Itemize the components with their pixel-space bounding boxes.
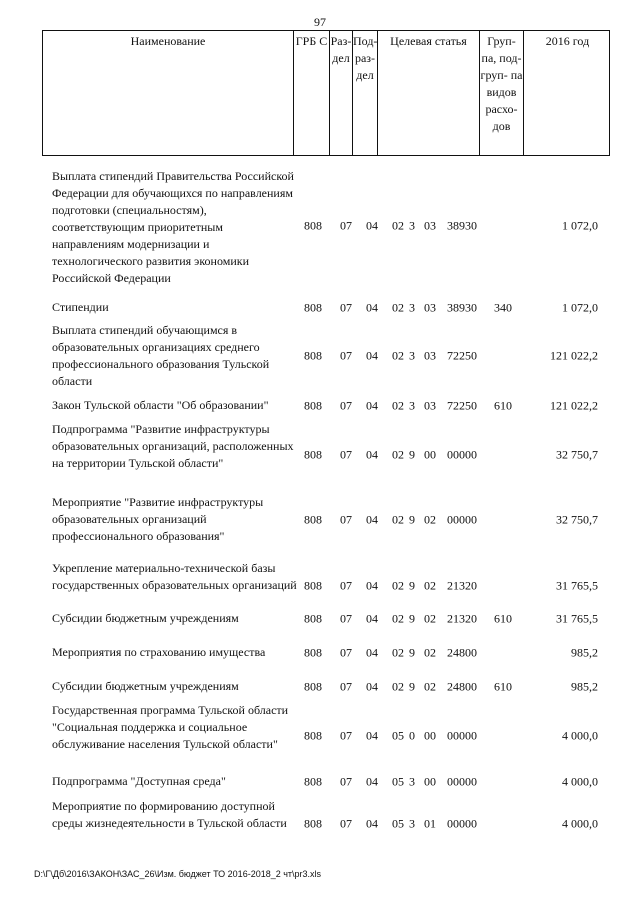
row-razdel: 07 — [340, 218, 352, 233]
row-podrazdel: 04 — [366, 728, 378, 743]
row-target-subprogram: 3 — [409, 398, 415, 413]
row-name: Выплата стипендий Правительства Российской Федерации для обучающихся по направлениям подготовки (специальностям), соответствующим приоритетным направлениям модернизации и технологического развития экономики Российской Федерации — [52, 169, 294, 285]
row-razdel: 07 — [340, 578, 352, 592]
row-sum: 31 765,5 — [556, 578, 598, 592]
row-grbs: 808 — [304, 728, 322, 743]
row-name: Мероприятия по страхованию имущества — [52, 645, 266, 659]
row-podrazdel: 04 — [366, 398, 378, 413]
row-razdel: 07 — [340, 447, 352, 462]
row-grbs: 808 — [304, 398, 322, 413]
table-row — [0, 494, 640, 545]
row-target-program: 05 — [392, 728, 404, 743]
row-target-program: 02 — [392, 447, 404, 462]
row-target-subprogram: 0 — [409, 728, 415, 743]
row-name: Закон Тульской области "Об образовании" — [52, 398, 269, 412]
row-target-subprogram: 3 — [409, 300, 415, 315]
row-sum: 4 000,0 — [562, 774, 598, 789]
file-path-footer: D:\Г\Дб\2016\ЗАКОН\ЗАС_26\Изм. бюджет ТО 2016-2018_2 чт\pr3.xls — [34, 869, 322, 879]
row-sum: 121 022,2 — [550, 398, 598, 413]
row-razdel: 07 — [340, 348, 352, 363]
row-target-direction: 72250 — [447, 348, 477, 363]
row-target-direction: 24800 — [447, 645, 477, 660]
row-target-event: 02 — [424, 578, 436, 592]
row-target-event: 00 — [424, 728, 436, 743]
row-sum: 4 000,0 — [562, 816, 598, 830]
row-sum: 985,2 — [571, 645, 598, 660]
row-podrazdel: 04 — [366, 611, 378, 626]
row-target-direction: 00000 — [447, 728, 477, 743]
row-sum: 32 750,7 — [556, 512, 598, 526]
row-podrazdel: 04 — [366, 578, 378, 592]
row-target-direction: 21320 — [447, 611, 477, 626]
row-target-program: 02 — [392, 300, 404, 315]
row-target-event: 02 — [424, 679, 436, 694]
row-name: Подпрограмма "Доступная среда" — [52, 774, 226, 788]
row-expense-group: 610 — [494, 398, 512, 413]
row-target-event: 03 — [424, 218, 436, 233]
row-expense-group: 610 — [494, 679, 512, 694]
row-podrazdel: 04 — [366, 774, 378, 789]
table-row — [0, 396, 640, 416]
header-razdel: Раз- дел — [329, 31, 352, 155]
row-name: Мероприятие по формированию доступной среды жизнедеятельности в Тульской области — [52, 799, 287, 830]
row-target-subprogram: 9 — [409, 679, 415, 694]
row-target-direction: 00000 — [447, 774, 477, 789]
row-razdel: 07 — [340, 645, 352, 660]
row-target-program: 02 — [392, 348, 404, 363]
row-name: Субсидии бюджетным учреждениям — [52, 611, 239, 625]
table-row — [0, 560, 640, 611]
row-razdel: 07 — [340, 816, 352, 830]
row-razdel: 07 — [340, 611, 352, 626]
row-target-direction: 24800 — [447, 679, 477, 694]
row-target-event: 00 — [424, 774, 436, 789]
row-grbs: 808 — [304, 447, 322, 462]
row-razdel: 07 — [340, 398, 352, 413]
row-razdel: 07 — [340, 679, 352, 694]
row-name: Мероприятие "Развитие инфраструктуры образовательных организаций профессионального образования" — [52, 495, 264, 543]
row-target-program: 02 — [392, 645, 404, 660]
row-target-program: 02 — [392, 611, 404, 626]
row-target-program: 05 — [392, 774, 404, 789]
row-target-subprogram: 3 — [409, 218, 415, 233]
row-name: Выплата стипендий обучающимся в образовательных организациях среднего профессионального образования Тульской области — [52, 323, 270, 388]
row-razdel: 07 — [340, 774, 352, 789]
row-target-event: 02 — [424, 611, 436, 626]
row-target-subprogram: 9 — [409, 447, 415, 462]
row-target-event: 03 — [424, 300, 436, 315]
row-grbs: 808 — [304, 774, 322, 789]
page-number: 97 — [314, 15, 326, 29]
row-target-program: 02 — [392, 679, 404, 694]
header-target-article: Целевая статья — [377, 31, 479, 155]
row-sum: 31 765,5 — [556, 611, 598, 626]
row-target-subprogram: 3 — [409, 774, 415, 789]
row-expense-group: 340 — [494, 300, 512, 315]
row-target-subprogram: 3 — [409, 816, 415, 830]
table-row — [0, 421, 640, 489]
row-podrazdel: 04 — [366, 447, 378, 462]
header-year: 2016 год — [523, 31, 611, 155]
row-target-program: 05 — [392, 816, 404, 830]
row-sum: 32 750,7 — [556, 447, 598, 462]
table-row — [0, 643, 640, 663]
row-target-event: 00 — [424, 447, 436, 462]
row-target-program: 02 — [392, 578, 404, 592]
row-target-subprogram: 9 — [409, 578, 415, 592]
row-target-direction: 21320 — [447, 578, 477, 592]
row-grbs: 808 — [304, 645, 322, 660]
table-row — [0, 772, 640, 792]
row-target-event: 02 — [424, 512, 436, 526]
row-target-event: 03 — [424, 348, 436, 363]
row-name: Стипендии — [52, 300, 109, 314]
row-grbs: 808 — [304, 348, 322, 363]
row-podrazdel: 04 — [366, 816, 378, 830]
row-target-program: 02 — [392, 218, 404, 233]
row-podrazdel: 04 — [366, 300, 378, 315]
table-row — [0, 298, 640, 318]
row-podrazdel: 04 — [366, 348, 378, 363]
row-target-program: 02 — [392, 512, 404, 526]
row-sum: 121 022,2 — [550, 348, 598, 363]
table-row — [0, 798, 640, 849]
row-razdel: 07 — [340, 512, 352, 526]
table-row — [0, 168, 640, 284]
row-target-subprogram: 9 — [409, 645, 415, 660]
row-name: Укрепление материально-технической базы государственных образовательных организаций — [52, 561, 297, 592]
table-row — [0, 609, 640, 629]
row-grbs: 808 — [304, 578, 322, 592]
row-sum: 1 072,0 — [562, 218, 598, 233]
row-grbs: 808 — [304, 512, 322, 526]
row-grbs: 808 — [304, 611, 322, 626]
row-target-direction: 00000 — [447, 447, 477, 462]
row-target-event: 01 — [424, 816, 436, 830]
header-name: Наименование — [130, 34, 206, 48]
header-expense-group: Груп- па, под- груп- па видов расхо- дов — [479, 31, 523, 155]
row-target-direction: 00000 — [447, 816, 477, 830]
table-row — [0, 322, 640, 390]
row-name: Государственная программа Тульской области "Социальная поддержка и социальное обслуживание населения Тульской области" — [52, 703, 289, 751]
row-razdel: 07 — [340, 728, 352, 743]
row-target-subprogram: 9 — [409, 611, 415, 626]
row-sum: 4 000,0 — [562, 728, 598, 743]
row-podrazdel: 04 — [366, 512, 378, 526]
row-name: Субсидии бюджетным учреждениям — [52, 679, 239, 693]
row-podrazdel: 04 — [366, 679, 378, 694]
row-name: Подпрограмма "Развитие инфраструктуры образовательных организаций, расположенных на территории Тульской области" — [52, 422, 294, 470]
row-grbs: 808 — [304, 300, 322, 315]
row-target-subprogram: 9 — [409, 512, 415, 526]
row-grbs: 808 — [304, 816, 322, 830]
row-target-direction: 00000 — [447, 512, 477, 526]
header-podrazdel: Под- раз- дел — [352, 31, 377, 155]
row-target-event: 02 — [424, 645, 436, 660]
row-target-event: 03 — [424, 398, 436, 413]
row-expense-group: 610 — [494, 611, 512, 626]
row-target-direction: 38930 — [447, 300, 477, 315]
row-podrazdel: 04 — [366, 645, 378, 660]
table-row — [0, 702, 640, 770]
row-podrazdel: 04 — [366, 218, 378, 233]
row-target-direction: 38930 — [447, 218, 477, 233]
row-grbs: 808 — [304, 218, 322, 233]
row-sum: 985,2 — [571, 679, 598, 694]
header-grbs: ГРБ С — [293, 31, 329, 155]
table-row — [0, 677, 640, 697]
row-target-direction: 72250 — [447, 398, 477, 413]
row-target-program: 02 — [392, 398, 404, 413]
row-grbs: 808 — [304, 679, 322, 694]
row-target-subprogram: 3 — [409, 348, 415, 363]
row-sum: 1 072,0 — [562, 300, 598, 315]
row-razdel: 07 — [340, 300, 352, 315]
